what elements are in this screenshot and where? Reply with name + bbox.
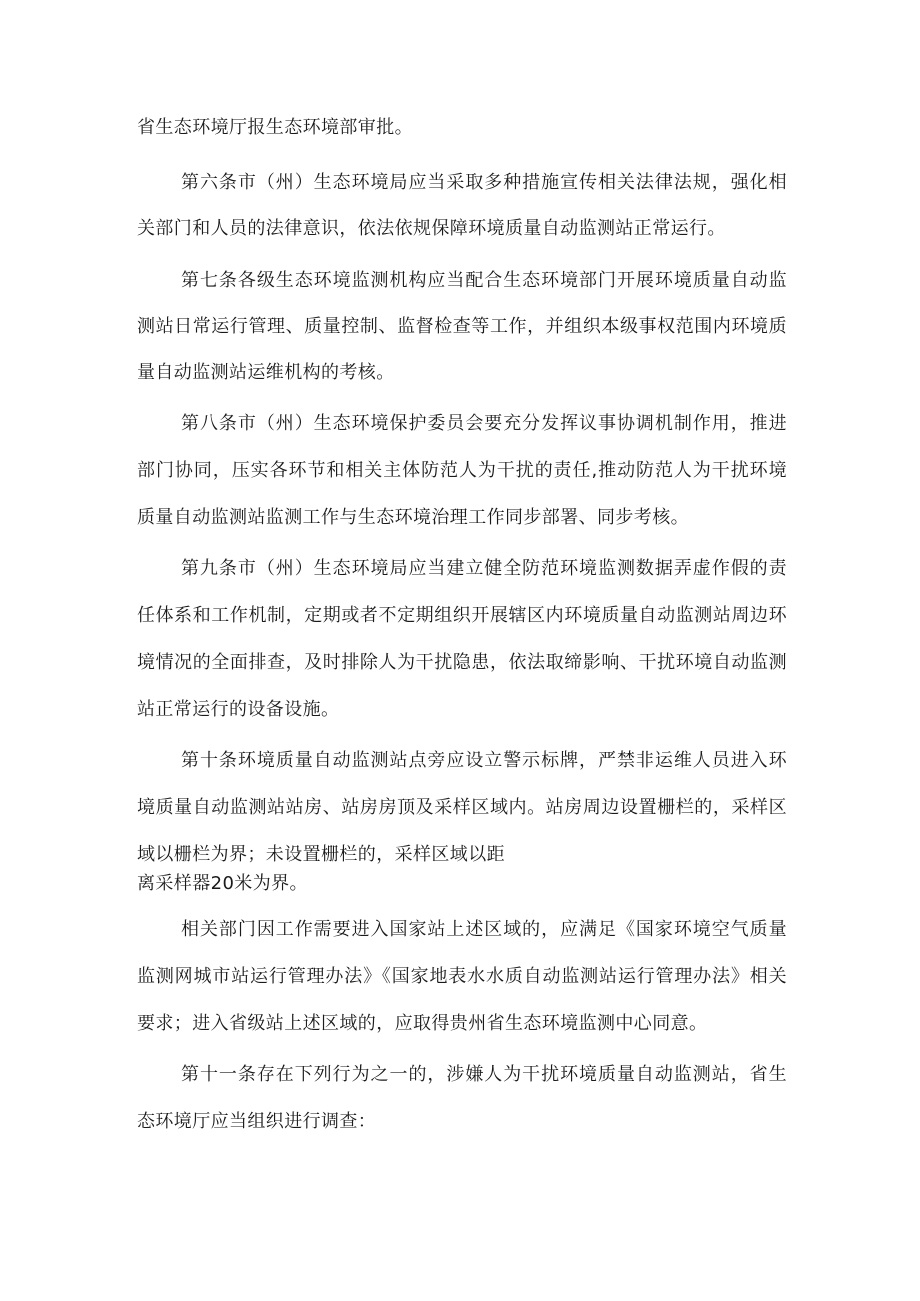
text-line: 第九条市（州）生态环境局应当建立健全防范环境监测数据弄虚作假的责 [181,558,787,579]
text-line: 站正常运行的设备设施。 [137,699,340,720]
text-line: 量自动监测站运维机构的考核。 [137,362,395,383]
text-line: 第八条市（州）生态环境保护委员会要充分发挥议事协调机制作用，推进 [181,413,787,434]
text-line: 境情况的全面排查，及时排除人为干扰隐患，依法取缔影响、干扰环境自动监测 [137,652,787,673]
text-line: 部门协同，压实各环节和相关主体防范人为干扰的责任,推动防范人为干扰环境 [137,460,787,481]
text-line: 测站日常运行管理、质量控制、监督检查等工作，并组织本级事权范围内环境质 [137,316,787,337]
text-line: 离采样器20米为界。 [137,873,308,894]
text-line: 监测网城市站运行管理办法》《国家地表水水质自动监测站运行管理办法》相关 [137,966,787,987]
text-line: 第十一条存在下列行为之一的，涉嫌人为干扰环境质量自动监测站，省生 [181,1064,787,1085]
text-line: 任体系和工作机制，定期或者不定期组织开展辖区内环境质量自动监测站周边环 [137,605,787,626]
text-line: 省生态环境厅报生态环境部审批。 [137,117,413,138]
text-line: 第六条市（州）生态环境局应当采取多种措施宣传相关法律法规，强化相 [181,172,787,193]
text-line: 域以栅栏为界；未设置栅栏的，采样区域以距 [137,844,505,865]
text-line: 态环境厅应当组织进行调查： [137,1111,377,1132]
text-line: 境质量自动监测站站房、站房房顶及采样区域内。站房周边设置栅栏的，采样区 [137,797,787,818]
text-line: 相关部门因工作需要进入国家站上述区域的，应满足《国家环境空气质量 [181,919,787,940]
text-line: 质量自动监测站监测工作与生态环境治理工作同步部署、同步考核。 [137,507,689,528]
text-line: 第七条各级生态环境监测机构应当配合生态环境部门开展环境质量自动监 [181,270,787,291]
text-line: 要求；进入省级站上述区域的，应取得贵州省生态环境监测中心同意。 [137,1013,708,1034]
text-line: 第十条环境质量自动监测站点旁应设立警示标牌，严禁非运维人员进入环 [181,750,787,771]
text-line: 关部门和人员的法律意识，依法依规保障环境质量自动监测站正常运行。 [137,218,726,239]
